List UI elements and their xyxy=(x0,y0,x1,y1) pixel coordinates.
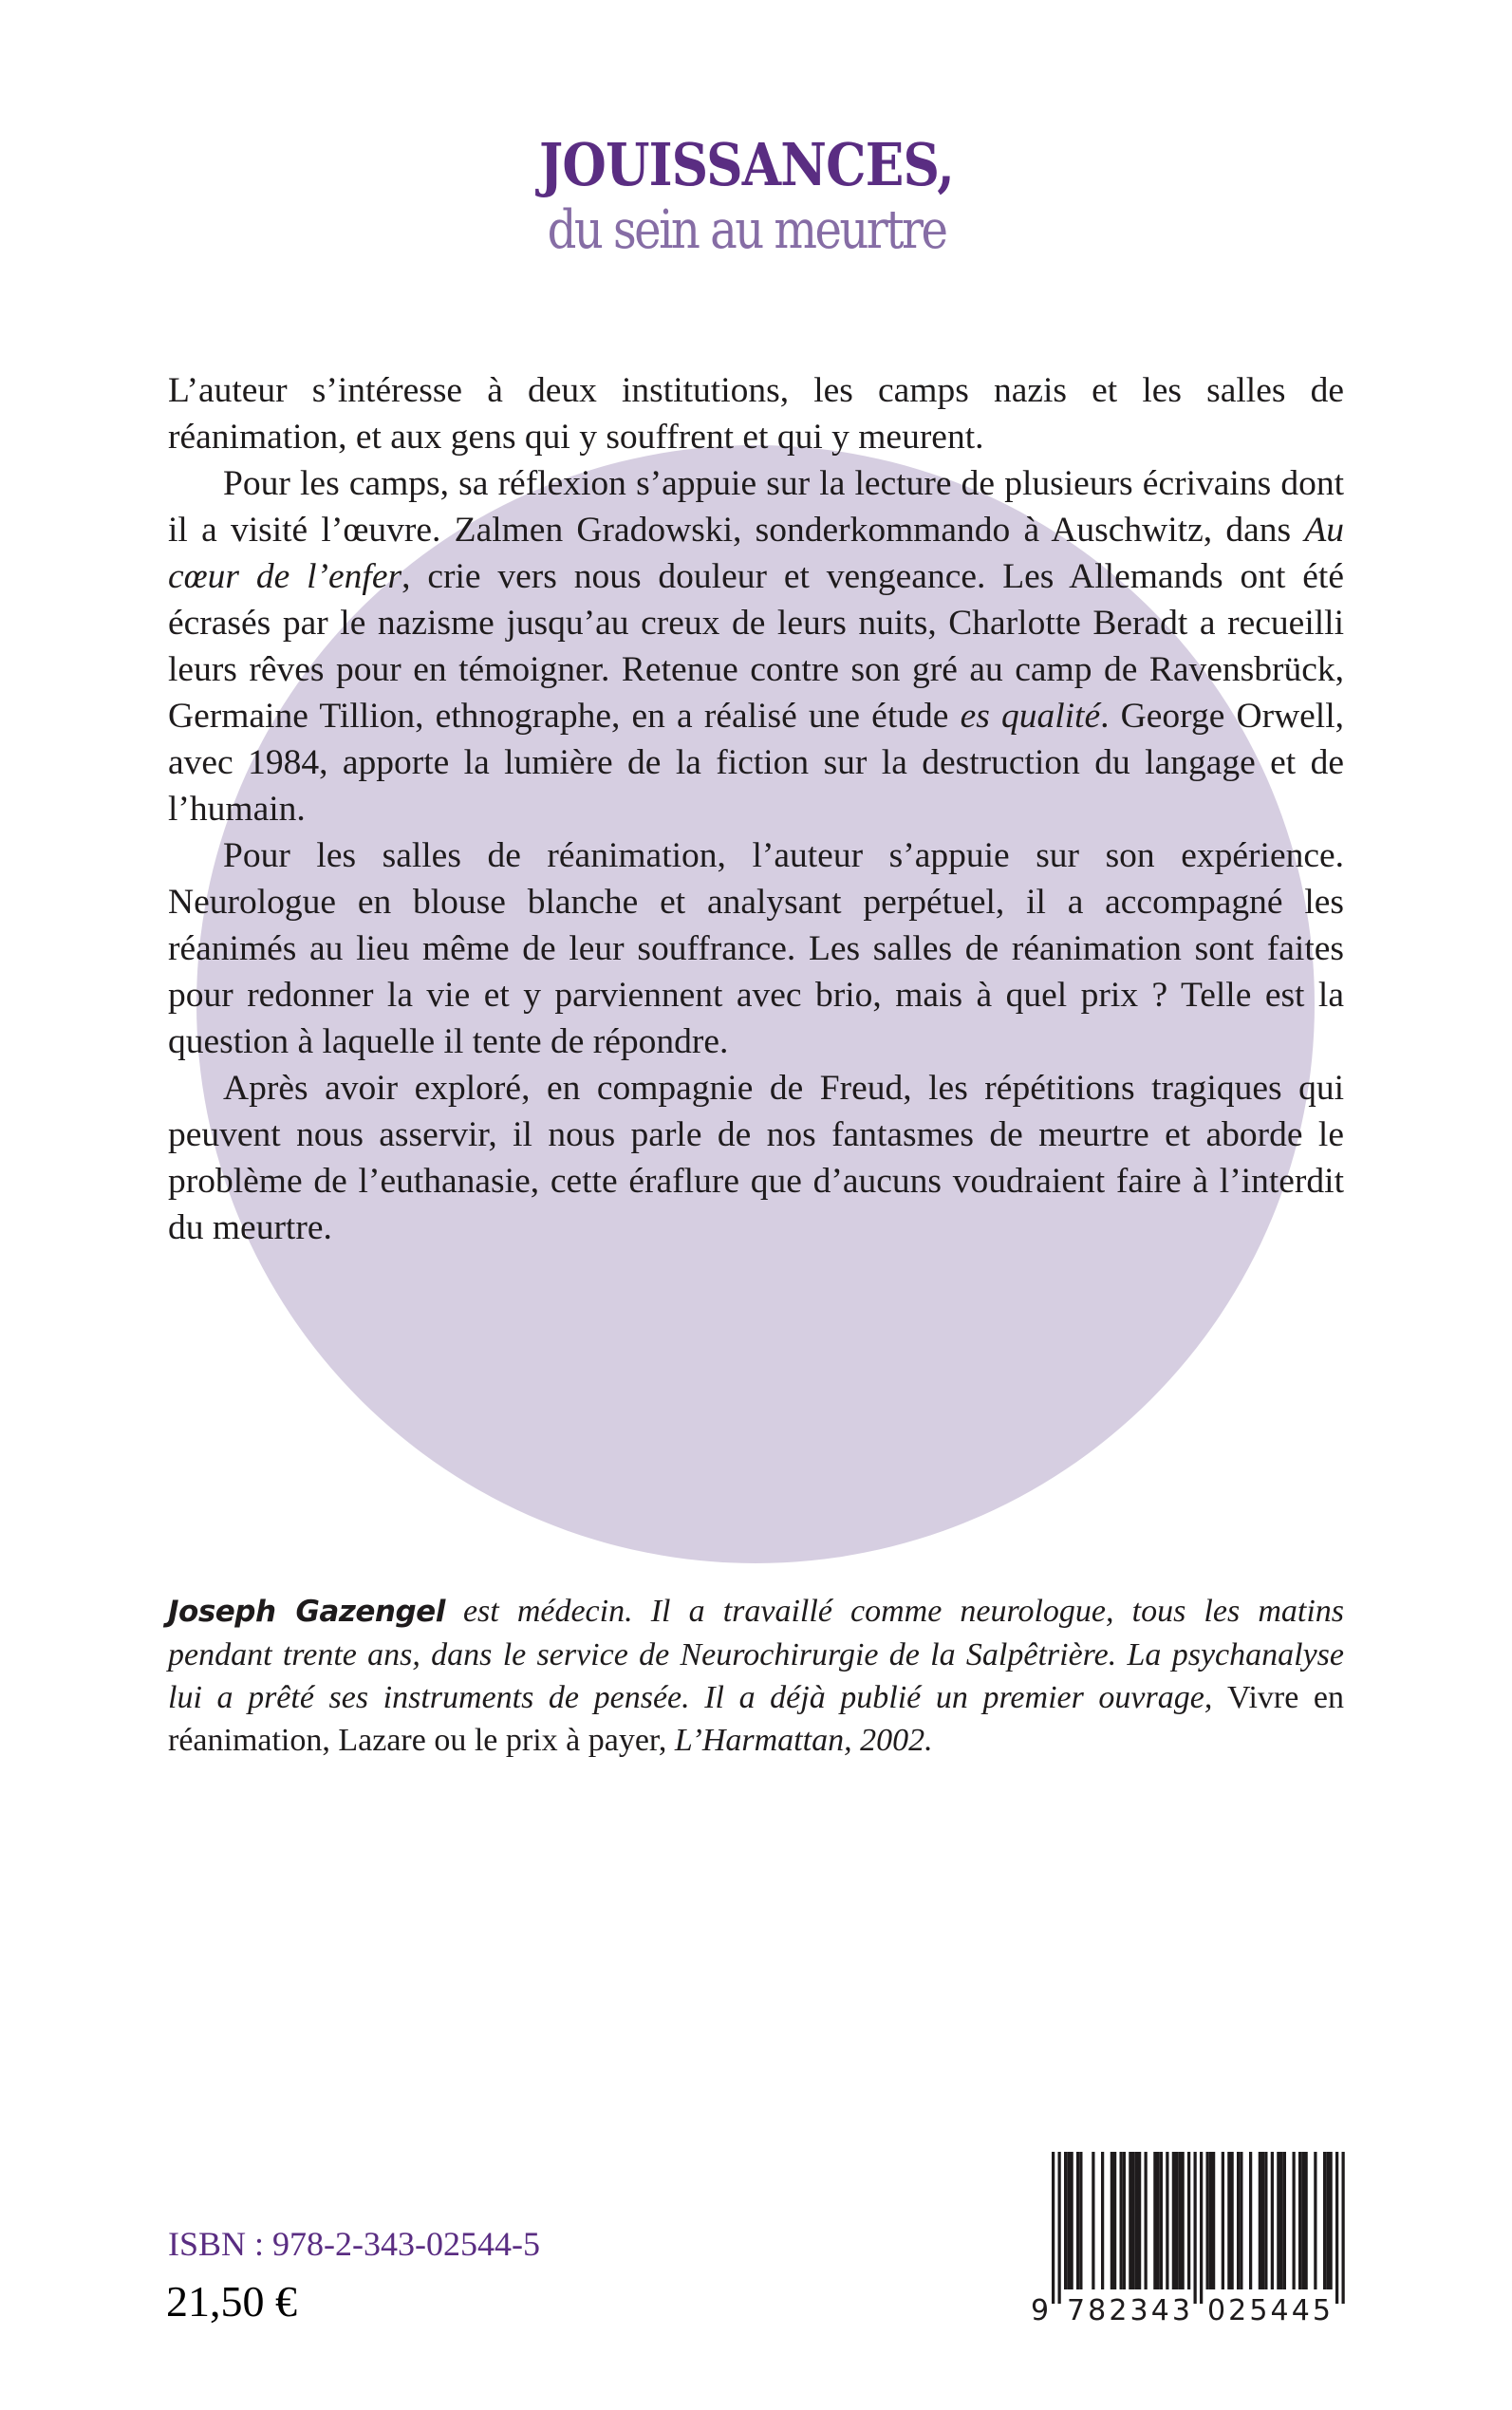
barcode-bar xyxy=(1120,2152,1123,2289)
blurb-text: Pour les salles de réanimation, l’auteur s’appuie sur son expérience. Neurologue en blouse blanche et analysant perpétuel, il a accompagné les réanimés au lieu même de leur souffrance. Les salles de réanimation sont faites pour redonner la vie et y parviennent avec brio, mais à quel prix ? Telle est la question à laquelle il tente de répondre. xyxy=(168,836,1344,1061)
barcode-bar xyxy=(1111,2152,1113,2289)
barcode-bar xyxy=(1200,2152,1203,2304)
barcode-bar xyxy=(1298,2152,1301,2289)
barcode-bar xyxy=(1259,2152,1261,2289)
barcode-bar xyxy=(1314,2152,1316,2289)
barcode-bar xyxy=(1326,2152,1329,2289)
barcode-bar xyxy=(1194,2152,1197,2304)
blurb-text: Pour les camps, sa réflexion s’appuie sur la lecture de plusieurs écrivains dont il a visité l’œuvre. Zalmen Gradowski, sonderkommando à Auschwitz, dans xyxy=(168,464,1344,550)
barcode-bar xyxy=(1166,2152,1168,2289)
barcode-bar xyxy=(1231,2152,1234,2289)
barcode-bar xyxy=(1330,2152,1333,2289)
blurb-text: L’auteur s’intéresse à deux institutions, les camps nazis et les salles de réanimation, et aux gens qui y souffrent et qui y meurent. xyxy=(168,371,1344,457)
barcode-first-digit: 9 xyxy=(1031,2294,1050,2327)
italic-title: Au cœur de l’enfer xyxy=(168,511,1344,596)
book-title-block xyxy=(0,131,1512,262)
blurb-text: , crie vers nous douleur et vengeance. Les Allemands ont été écrasés par le nazisme jusqu’au creux de leurs nuits, Charlotte Beradt a recueilli leurs rêves pour en témoigner. Retenue contre son gré au camp de Ravensbrück, Germaine Tillion, ethnographe, en a réalisé une étude xyxy=(168,557,1344,736)
barcode-bar xyxy=(1237,2152,1240,2289)
blurb-paragraph xyxy=(168,367,1344,460)
previous-book-title: Vivre en réanimation, Lazare ou le prix à payer, xyxy=(168,1680,1344,1758)
barcode-bar xyxy=(1271,2152,1274,2289)
barcode-bar xyxy=(1175,2152,1178,2289)
author-bio-publisher: L’Harmattan, 2002. xyxy=(666,1723,933,1758)
barcode-bar xyxy=(1280,2152,1283,2289)
price-label: 21,50 € xyxy=(166,2277,297,2326)
author-bio-text: est médecin. Il a travaillé comme neurologue, tous les matins pendant trente ans, dans le service de Neurochirurgie de la Salpêtrière. La psychanalyse lui a prêté ses instruments de pensée. Il a déjà publié un premier ouvrage, xyxy=(168,1594,1344,1715)
barcode-bar xyxy=(1092,2152,1094,2289)
blurb-paragraph xyxy=(168,832,1344,1065)
barcode-bar xyxy=(1212,2152,1215,2289)
barcode-bar xyxy=(1277,2152,1279,2289)
barcode-bar xyxy=(1064,2152,1067,2289)
barcode-bar xyxy=(1206,2152,1209,2289)
book-title: JOUISSANCES, xyxy=(538,130,954,199)
barcode-bar xyxy=(1135,2152,1138,2289)
blurb xyxy=(168,367,1344,1251)
barcode-bar xyxy=(1138,2152,1141,2289)
barcode-bar xyxy=(1240,2152,1242,2289)
barcode-left-digits: 782343 xyxy=(1067,2294,1190,2327)
barcode-bar xyxy=(1342,2152,1345,2304)
book-subtitle: du sein au meurtre xyxy=(547,199,946,261)
blurb-text: Après avoir exploré, en compagnie de Freud, les répétitions tragiques qui peuvent nous asservir, il nous parle de nos fantasmes de meurtre et aborde le problème de l’euthanasie, cette éraflure que d’aucuns voudraient faire à l’interdit du meurtre. xyxy=(168,1069,1344,1247)
barcode-bar xyxy=(1079,2152,1082,2289)
barcode-bar xyxy=(1129,2152,1131,2289)
barcode-bar xyxy=(1058,2152,1061,2304)
barcode-bar xyxy=(1123,2152,1126,2289)
barcode-bar xyxy=(1182,2152,1185,2289)
barcode-bar xyxy=(1145,2152,1148,2289)
barcode-bar xyxy=(1301,2152,1304,2289)
barcode-bar xyxy=(1132,2152,1135,2289)
blurb-paragraph xyxy=(168,1065,1344,1251)
barcode-bar xyxy=(1067,2152,1070,2289)
barcode-bar xyxy=(1261,2152,1264,2289)
isbn-label: ISBN : 978-2-343-02544-5 xyxy=(168,2225,540,2263)
italic-title: es qualité xyxy=(960,697,1101,736)
barcode-bar xyxy=(1178,2152,1181,2289)
barcode-right-digits: 025445 xyxy=(1207,2294,1331,2327)
barcode-bar xyxy=(1071,2152,1073,2289)
barcode-bar xyxy=(1172,2152,1175,2289)
author-bio xyxy=(168,1590,1344,1762)
barcode-bar xyxy=(1222,2152,1224,2289)
barcode-bar xyxy=(1209,2152,1212,2289)
author-name: Joseph Gazengel xyxy=(168,1595,445,1629)
ean13-barcode-icon xyxy=(1025,2147,1353,2327)
barcode-bar xyxy=(1113,2152,1116,2289)
barcode-bar xyxy=(1227,2152,1230,2289)
barcode-bar xyxy=(1153,2152,1156,2289)
barcode-bar xyxy=(1293,2152,1296,2289)
barcode-bar xyxy=(1305,2152,1308,2289)
barcode-bar xyxy=(1335,2152,1338,2304)
blurb-paragraph xyxy=(168,460,1344,832)
barcode-bar xyxy=(1076,2152,1079,2289)
barcode-bar xyxy=(1157,2152,1160,2289)
barcode-bar xyxy=(1249,2152,1252,2289)
barcode-bar xyxy=(1101,2152,1104,2289)
barcode-bar xyxy=(1323,2152,1326,2289)
barcode-bar xyxy=(1052,2152,1055,2304)
blurb-text: . George Orwell, avec 1984, apporte la lumière de la fiction sur la destruction du langage et de l’humain. xyxy=(168,697,1345,829)
barcode-bar xyxy=(1160,2152,1163,2289)
barcode-bar xyxy=(1264,2152,1267,2289)
barcode-bar xyxy=(1283,2152,1286,2289)
barcode-bars xyxy=(1052,2152,1345,2304)
barcode-bar xyxy=(1187,2152,1190,2289)
